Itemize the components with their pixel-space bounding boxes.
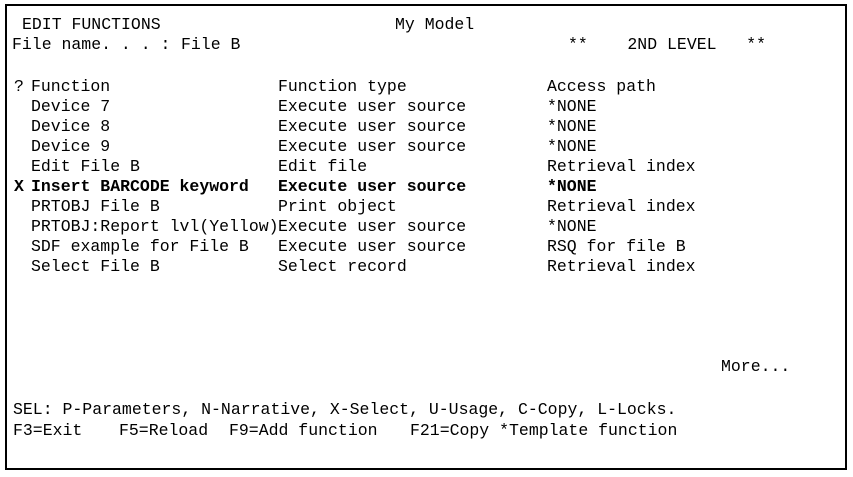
- row-selector-input[interactable]: [14, 117, 28, 137]
- function-name: SDF example for File B: [31, 237, 249, 256]
- table-row: [0, 97, 853, 117]
- file-name-label: File name. . . :: [12, 35, 171, 54]
- page-title: EDIT FUNCTIONS: [22, 15, 161, 34]
- file-name-value: File B: [181, 35, 241, 54]
- row-selector-input[interactable]: [14, 97, 28, 117]
- function-type: Edit file: [278, 157, 368, 176]
- function-type: Select record: [278, 257, 407, 276]
- more-indicator: More...: [721, 357, 791, 376]
- function-column-header: Function: [31, 77, 111, 96]
- selector-column-header: ?: [14, 77, 24, 96]
- table-row: [0, 117, 853, 137]
- fkey-f21-copy-template[interactable]: F21=Copy *Template function: [410, 421, 678, 440]
- function-type: Execute user source: [278, 117, 467, 136]
- function-name: Edit File B: [31, 157, 140, 176]
- function-type: Execute user source: [278, 137, 467, 156]
- row-selector-input[interactable]: [14, 237, 28, 257]
- row-selector-input[interactable]: [14, 217, 28, 237]
- access-path: Retrieval index: [547, 157, 696, 176]
- row-selector-input[interactable]: [14, 257, 28, 277]
- fkey-f9-add-function[interactable]: F9=Add function: [229, 421, 378, 440]
- table-row: [0, 137, 853, 157]
- access-path: *NONE: [547, 117, 597, 136]
- function-type: Execute user source: [278, 217, 467, 236]
- row-selector-input[interactable]: [14, 157, 28, 177]
- function-type: Execute user source: [278, 97, 467, 116]
- access-path: *NONE: [547, 137, 597, 156]
- fkey-f3-exit[interactable]: F3=Exit: [13, 421, 83, 440]
- function-type: Execute user source: [278, 237, 467, 256]
- fkey-f5-reload[interactable]: F5=Reload: [119, 421, 209, 440]
- table-row-selected: [0, 177, 853, 197]
- row-selector-input[interactable]: [14, 137, 28, 157]
- access-path: RSQ for file B: [547, 237, 686, 256]
- level-indicator: ** 2ND LEVEL **: [568, 35, 767, 54]
- function-name: PRTOBJ File B: [31, 197, 160, 216]
- function-name: Device 9: [31, 137, 111, 156]
- function-name: Select File B: [31, 257, 160, 276]
- function-name: Device 8: [31, 117, 111, 136]
- access-path: Retrieval index: [547, 197, 696, 216]
- function-name: PRTOBJ:Report lvl(Yellow): [31, 217, 279, 236]
- table-header-row: [0, 77, 853, 97]
- function-name: Device 7: [31, 97, 111, 116]
- model-name: My Model: [395, 15, 475, 34]
- table-row: [0, 257, 853, 277]
- row-selector-input[interactable]: X: [14, 177, 24, 196]
- table-row: [0, 237, 853, 257]
- access-path: *NONE: [547, 217, 597, 236]
- table-row: [0, 197, 853, 217]
- function-name: Insert BARCODE keyword: [31, 177, 249, 196]
- access-column-header: Access path: [547, 77, 656, 96]
- selection-options-help: SEL: P-Parameters, N-Narrative, X-Select, U-Usage, C-Copy, L-Locks.: [13, 400, 677, 419]
- function-type: Print object: [278, 197, 397, 216]
- access-path: *NONE: [547, 97, 597, 116]
- table-row: [0, 217, 853, 237]
- access-path: Retrieval index: [547, 257, 696, 276]
- table-row: [0, 157, 853, 177]
- function-type: Execute user source: [278, 177, 467, 196]
- row-selector-input[interactable]: [14, 197, 28, 217]
- type-column-header: Function type: [278, 77, 407, 96]
- access-path: *NONE: [547, 177, 597, 196]
